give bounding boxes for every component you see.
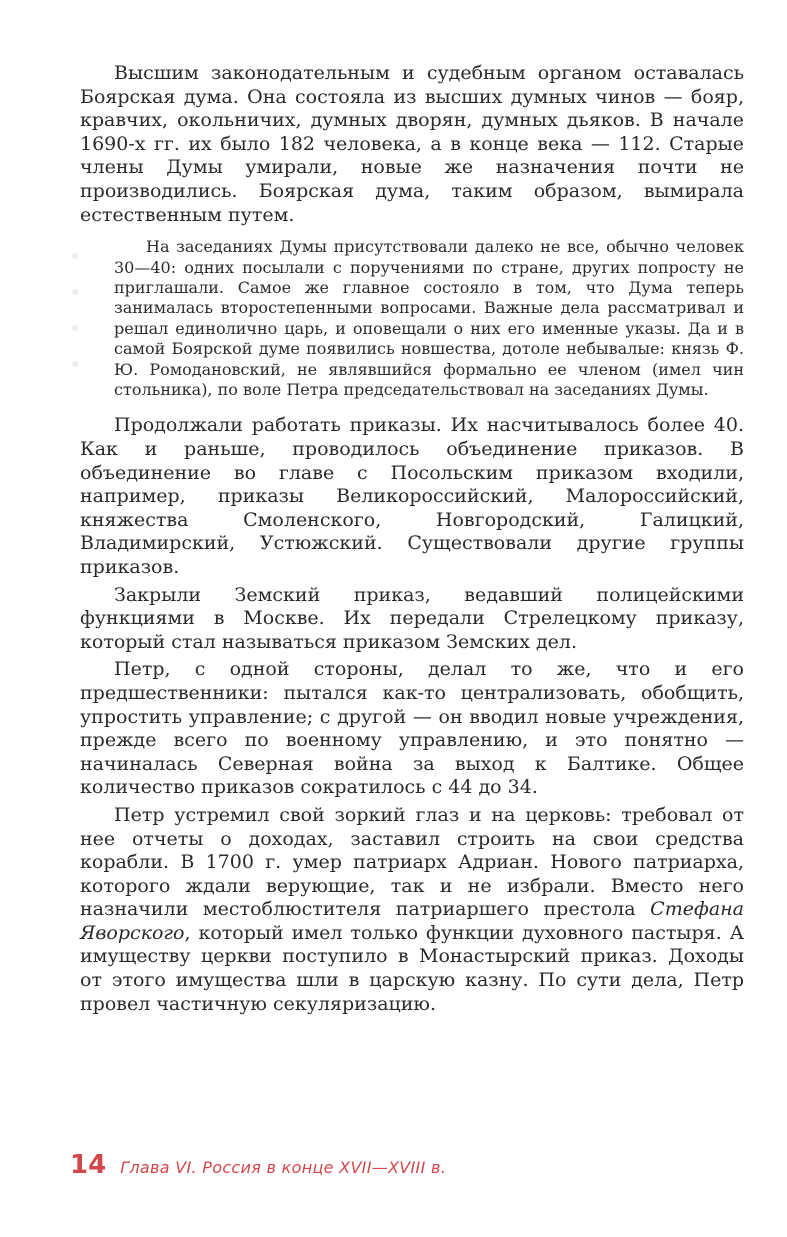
margin-marks — [72, 237, 82, 427]
church-text-a: Петр устремил свой зоркий глаз и на церковь: требовал от нее отчеты о доходах, заставил строить на свои средства корабли. В 1700 г. умер патриарх Адриан. Нового патриарха, которого ждали верующие, так и не избрали. Вместо него назначили местоблюстителя патриаршего престола — [80, 803, 744, 921]
paragraph-duma-sessions: На заседаниях Думы присутствовали далеко не все, обычно человек 30—40: одних посылали с поручениями по стране, других попросту не приглашали. Самое же главное состояло в том, что Дума теперь занималась второстепенными вопросами. Важные дела рассматривал и решал единолично царь, и оповещали о них его именные указы. Да и в самой Боярской думе появились новшества, дотоле небывалые: князь Ф. Ю. Ромодановский, не являвшийся формально ее членом (имел чин стольника), по воле Петра председательствовал на заседаниях Думы. — [114, 237, 744, 399]
paragraph-peter-reforms: Петр, с одной стороны, делал то же, что и его предшественники: пытался как-то централизовать, обобщить, упростить управление; с другой — он вводил новые учреждения, прежде всего по военному управлению, и это понятно — начиналась Северная война за выход к Балтике. Общее количество приказов сократилось с 44 до 34. — [80, 658, 744, 799]
paragraph-zemsky: Закрыли Земский приказ, ведавший полицейскими функциями в Москве. Их передали Стрелецкому приказу, который стал называться приказом Земских дел. — [80, 583, 744, 653]
sidebar-note — [80, 237, 744, 400]
paragraph-church — [80, 804, 744, 1016]
chapter-title: Глава VI. Россия в конце XVII—XVIII в. — [120, 1158, 447, 1177]
page-number: 14 — [70, 1150, 107, 1180]
paragraph-prikazy: Продолжали работать приказы. Их насчитывалось более 40. Как и раньше, проводилось объединение приказов. В объединение во главе с Посольским приказом входили, например, приказы Великороссийский, Малороссийский, княжества Смоленского, Новгородский, Галицкий, Владимирский, Устюжский. Существовали другие группы приказов. — [80, 414, 744, 578]
page-footer — [70, 1150, 446, 1180]
stefan-yavorsky-name: Стефана Яворского — [80, 898, 744, 944]
paragraph-boyar-duma: Высшим законодательным и судебным органом оставалась Боярская дума. Она состояла из высших думных чинов — бояр, кравчих, окольничих, думных дворян, думных дьяков. В начале 1690-х гг. их было 182 человека, а в конце века — 112. Старые члены Думы умирали, новые же назначения почти не производились. Боярская дума, таким образом, вымирала естественным путем. — [80, 62, 744, 226]
church-text-b: , который имел только функции духовного пастыря. А имуществу церкви поступило в Монастырский приказ. Доходы от этого имущества шли в царскую казну. По сути дела, Петр провел частичную секуляризацию. — [80, 921, 744, 1015]
page-body — [80, 62, 744, 1020]
